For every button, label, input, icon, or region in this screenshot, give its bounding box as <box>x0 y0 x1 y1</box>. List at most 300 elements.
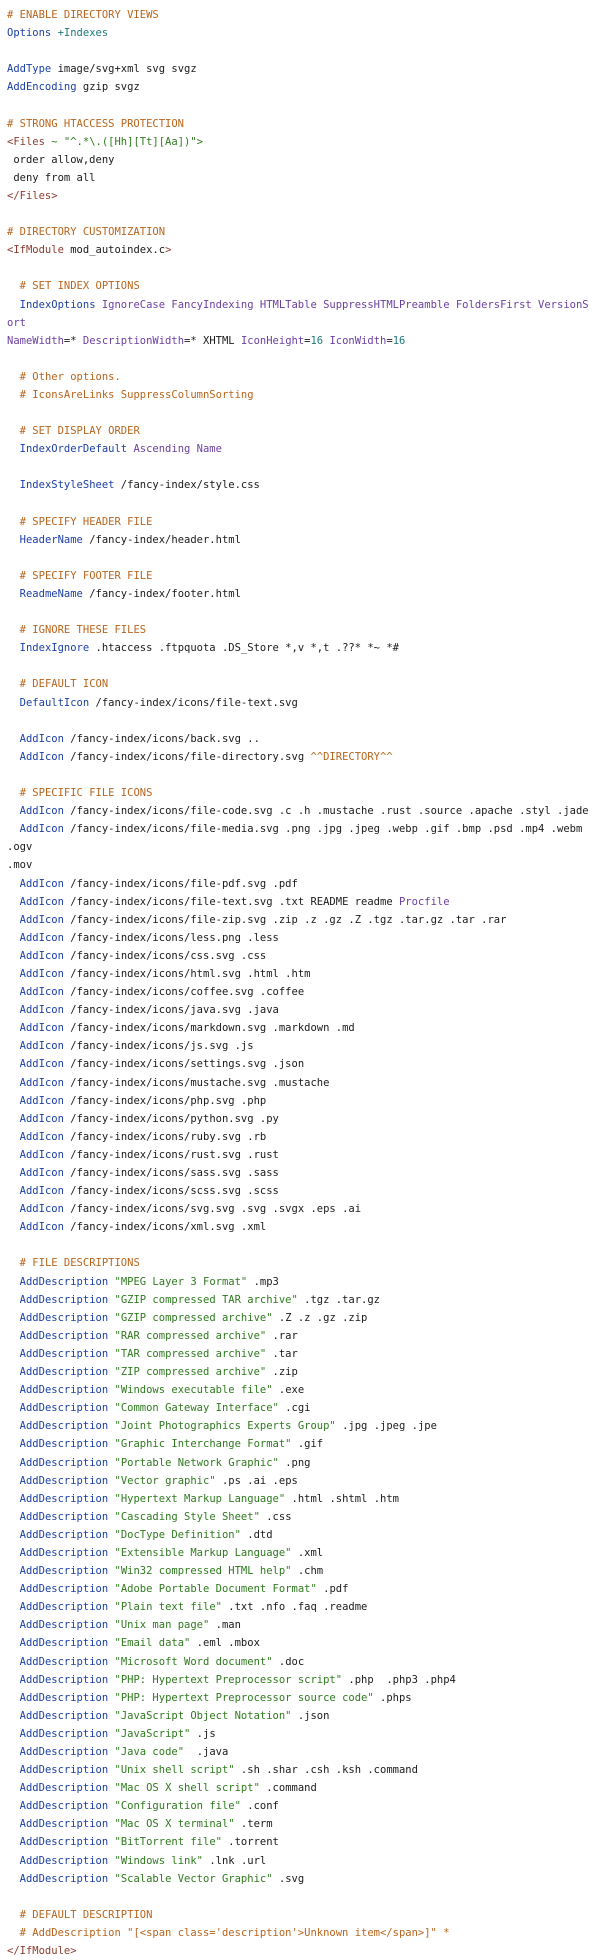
token-comment: # AddDescription "[<span class='description'>Unknown item</span>]" * <box>19 1926 450 1939</box>
token-directive: AddDescription <box>19 1818 109 1831</box>
token-comment: # IGNORE THESE FILES <box>19 624 147 637</box>
token-text <box>7 1674 20 1686</box>
token-text <box>7 733 20 745</box>
token-string-literal: "Scalable Vector Graphic" <box>114 1872 273 1885</box>
token-directive: AddDescription <box>19 1546 109 1559</box>
token-text: .chm <box>291 1565 324 1578</box>
token-comment: # DIRECTORY CUSTOMIZATION <box>7 226 166 239</box>
token-text <box>7 1475 20 1487</box>
code-line <box>7 187 592 205</box>
token-text <box>7 1276 20 1288</box>
blank-line <box>7 549 592 567</box>
code-line <box>7 1381 592 1399</box>
token-text <box>7 1710 20 1722</box>
token-text <box>7 896 20 908</box>
token-directive: AddDescription <box>19 1402 109 1415</box>
token-directive: AddIcon <box>19 1094 64 1107</box>
token-text: .dtd <box>240 1528 273 1541</box>
code-line <box>7 133 592 151</box>
blank-line <box>7 1236 592 1254</box>
code-line <box>7 1671 592 1689</box>
token-text: .sh .shar .csh .ksh .command <box>234 1764 418 1777</box>
code-line <box>7 1490 592 1508</box>
token-text: .phps <box>373 1691 412 1704</box>
token-string-literal: "DocType Definition" <box>114 1528 241 1541</box>
token-text <box>7 1058 20 1070</box>
code-line <box>7 911 592 929</box>
code-line <box>7 1435 592 1453</box>
code-line <box>7 1291 592 1309</box>
blank-line <box>7 712 592 730</box>
token-text: order allow,deny <box>7 153 115 166</box>
code-line <box>7 60 592 78</box>
code-line <box>7 1707 592 1725</box>
token-string-literal: "Common Gateway Interface" <box>114 1402 279 1415</box>
token-text <box>7 1077 20 1089</box>
token-text <box>7 1384 20 1396</box>
code-line <box>7 1363 592 1381</box>
token-text: =* <box>63 334 83 347</box>
token-directive: DefaultIcon <box>19 696 90 709</box>
token-directive: AddDescription <box>19 1329 109 1342</box>
token-text <box>7 1873 20 1885</box>
token-directive: AddIcon <box>19 1040 64 1053</box>
token-text: /fancy-index/icons/markdown.svg .markdown .md <box>63 1022 355 1035</box>
code-line <box>7 296 592 332</box>
token-text: .css <box>259 1510 292 1523</box>
token-string-literal: "Vector graphic" <box>114 1474 216 1487</box>
code-line <box>7 856 592 874</box>
token-text: = <box>304 334 311 347</box>
token-directive: AddDescription <box>19 1655 109 1668</box>
token-text: /fancy-index/icons/xml.svg .xml <box>63 1221 267 1234</box>
token-string-literal: "Windows link" <box>114 1854 204 1867</box>
code-line <box>7 1833 592 1851</box>
code-line <box>7 1001 592 1019</box>
code-line <box>7 1200 592 1218</box>
token-text: /fancy-index/icons/file-zip.svg .zip .z .gz .Z .tgz .tar.gz .tar .rar <box>63 913 507 926</box>
token-directive: AddDescription <box>19 1275 109 1288</box>
token-directive: AddDescription <box>19 1709 109 1722</box>
blank-line <box>7 205 592 223</box>
token-keyword: NameWidth <box>7 334 64 347</box>
code-line <box>7 820 592 856</box>
code-line <box>7 1110 592 1128</box>
token-text <box>7 878 20 890</box>
code-line <box>7 1562 592 1580</box>
token-directive: AddDescription <box>19 1528 109 1541</box>
token-text <box>7 1457 20 1469</box>
token-text: /fancy-index/icons/sass.svg .sass <box>63 1167 279 1179</box>
token-text <box>7 751 20 763</box>
token-text: /fancy-index/icons/file-text.svg .txt README readme <box>63 895 399 908</box>
token-string-literal: "Unix man page" <box>114 1619 210 1632</box>
token-text <box>7 1438 20 1450</box>
token-string-literal: "Hypertext Markup Language" <box>114 1492 286 1505</box>
code-line <box>7 730 592 748</box>
token-string-literal: "Cascading Style Sheet" <box>114 1510 260 1523</box>
token-directive: AddIcon <box>19 732 64 745</box>
token-string-literal: "PHP: Hypertext Preprocessor source code" <box>114 1691 374 1704</box>
token-string-literal: "Win32 compressed HTML help" <box>114 1565 292 1578</box>
token-tag: > <box>165 244 172 257</box>
token-text <box>7 1728 20 1740</box>
token-directive: AddIcon <box>19 1130 64 1143</box>
token-directive: AddIcon <box>19 805 64 818</box>
token-string-literal: "GZIP compressed TAR archive" <box>114 1293 298 1306</box>
token-text <box>7 1836 20 1848</box>
token-directive: AddDescription <box>19 1293 109 1306</box>
token-text: /fancy-index/icons/file-media.svg .png .jpg .jpeg .webp .gif .bmp .psd .mp4 .webm .ogv <box>7 823 589 854</box>
token-text: .exe <box>272 1384 305 1397</box>
token-directive: AddDescription <box>19 1800 109 1813</box>
code-line <box>7 1616 592 1634</box>
code-line <box>7 277 592 295</box>
code-line <box>7 1906 592 1924</box>
code-line <box>7 694 592 712</box>
token-directive: AddDescription <box>19 1366 109 1379</box>
token-text: .lnk .url <box>203 1854 267 1867</box>
token-directive: AddDescription <box>19 1854 109 1867</box>
code-line <box>7 1508 592 1526</box>
token-directive: IndexIgnore <box>19 642 90 655</box>
blank-line <box>7 1888 592 1906</box>
code-line <box>7 332 592 350</box>
token-text <box>7 371 20 383</box>
token-text <box>7 642 20 654</box>
token-directive: AddDescription <box>19 1673 109 1686</box>
token-text: /fancy-index/icons/coffee.svg .coffee <box>63 986 305 999</box>
code-line <box>7 513 592 531</box>
code-line <box>7 1870 592 1888</box>
code-line <box>7 1598 592 1616</box>
code-line <box>7 1399 592 1417</box>
token-keyword: Ascending Name <box>133 443 222 456</box>
token-string-literal: "PHP: Hypertext Preprocessor script" <box>114 1673 343 1686</box>
token-text: /fancy-index/style.css <box>114 479 260 492</box>
token-text <box>7 1656 20 1668</box>
token-string-literal: "ZIP compressed archive" <box>114 1366 267 1379</box>
code-line <box>7 893 592 911</box>
token-directive: AddDescription <box>19 1619 109 1632</box>
token-string-literal: "JavaScript Object Notation" <box>114 1709 292 1722</box>
code-line <box>7 1074 592 1092</box>
token-directive: AddIcon <box>19 877 64 890</box>
code-line <box>7 1417 592 1435</box>
token-string-literal: "Plain text file" <box>114 1601 222 1614</box>
code-line <box>7 1182 592 1200</box>
token-text <box>7 389 20 401</box>
token-tag: <Files <box>7 135 45 148</box>
token-text: /fancy-index/icons/file-pdf.svg .pdf <box>63 877 298 890</box>
code-line <box>7 6 592 24</box>
code-line <box>7 1580 592 1598</box>
token-directive: ReadmeName <box>19 588 83 600</box>
token-keyword: DescriptionWidth <box>82 334 185 347</box>
token-directive: AddDescription <box>19 1420 109 1433</box>
token-text: .zip <box>266 1366 298 1379</box>
blank-line <box>7 96 592 114</box>
code-line <box>7 1526 592 1544</box>
token-text <box>7 1565 20 1577</box>
token-text <box>7 1782 20 1794</box>
code-line <box>7 1218 592 1236</box>
token-text: /fancy-index/icons/css.svg .css <box>63 949 267 962</box>
token-text: .tar <box>266 1347 298 1360</box>
token-text <box>7 1547 20 1559</box>
token-text: .doc <box>272 1655 305 1668</box>
token-text: .png <box>278 1456 311 1469</box>
token-text: deny from all <box>7 171 96 184</box>
token-text <box>7 1583 20 1595</box>
code-line <box>7 115 592 133</box>
token-text: .htaccess .ftpquota .DS_Store *,v *,t .??* *~ *# <box>89 642 399 655</box>
token-string-literal: "Joint Photographics Experts Group" <box>114 1420 336 1433</box>
token-text: /fancy-index/icons/ruby.svg .rb <box>63 1130 267 1143</box>
token-text: /fancy-index/icons/java.svg .java <box>63 1004 279 1017</box>
code-line <box>7 1725 592 1743</box>
token-directive: HeaderName <box>19 533 83 546</box>
token-text: /fancy-index/icons/file-directory.svg <box>63 750 311 763</box>
token-tag: <IfModule <box>7 244 64 257</box>
token-text: .java <box>184 1746 229 1758</box>
token-text: .js <box>190 1727 216 1740</box>
blank-line <box>7 404 592 422</box>
token-text <box>7 1909 20 1921</box>
token-text <box>7 1927 20 1939</box>
code-line <box>7 1037 592 1055</box>
token-keyword: IconWidth <box>329 334 387 347</box>
token-number: 16 <box>310 334 324 347</box>
token-text <box>7 1185 20 1197</box>
token-text: /fancy-index/icons/mustache.svg .mustache <box>63 1076 330 1089</box>
token-text: .eml .mbox <box>190 1637 260 1650</box>
token-text <box>7 678 20 690</box>
token-keyword: IgnoreCase FancyIndexing HTMLTable SuppressHTMLPreamble FoldersFirst VersionSort <box>7 298 589 329</box>
token-directive: AddType <box>7 63 52 76</box>
token-text: .html .shtml .htm <box>285 1492 399 1505</box>
token-text: /fancy-index/icons/svg.svg .svg .svgx .eps .ai <box>63 1203 362 1216</box>
token-directive: AddDescription <box>19 1637 109 1650</box>
code-line <box>7 1852 592 1870</box>
token-text: mod_autoindex.c <box>63 244 166 257</box>
code-line <box>7 585 592 603</box>
token-text: .jpg .jpeg .jpe <box>335 1420 437 1433</box>
token-text <box>7 1131 20 1143</box>
token-directive: AddIcon <box>19 1203 64 1216</box>
token-text <box>7 697 20 709</box>
token-comment: # FILE DESCRIPTIONS <box>19 1257 140 1270</box>
token-directive: IndexOrderDefault <box>19 443 128 456</box>
token-directive: AddDescription <box>19 1510 109 1523</box>
token-text <box>7 1420 20 1432</box>
blank-line <box>7 495 592 513</box>
token-text <box>7 425 20 437</box>
token-text: .svg <box>272 1872 305 1885</box>
token-directive: AddIcon <box>19 1167 64 1179</box>
token-directive: AddIcon <box>19 1004 64 1017</box>
code-line <box>7 965 592 983</box>
blank-line <box>7 259 592 277</box>
code-line <box>7 1761 592 1779</box>
code-line <box>7 1146 592 1164</box>
token-text <box>7 914 20 926</box>
token-text <box>7 516 20 528</box>
token-string-literal: "Adobe Portable Document Format" <box>114 1583 317 1596</box>
token-text <box>7 1637 20 1649</box>
token-comment: # SET DISPLAY ORDER <box>19 425 140 438</box>
token-text: .Z .z .gz .zip <box>272 1311 368 1324</box>
token-string-literal: "MPEG Layer 3 Format" <box>114 1275 248 1288</box>
token-text <box>7 1221 20 1233</box>
token-text: /fancy-index/icons/python.svg .py <box>63 1112 279 1125</box>
token-comment: # ENABLE DIRECTORY VIEWS <box>7 9 159 21</box>
code-line <box>7 1055 592 1073</box>
token-text <box>7 1167 20 1179</box>
code-line <box>7 1634 592 1652</box>
token-text <box>7 805 20 817</box>
code-line <box>7 1092 592 1110</box>
token-directive: AddIcon <box>19 1058 64 1071</box>
token-text <box>7 1692 20 1704</box>
code-line <box>7 422 592 440</box>
blank-line <box>7 603 592 621</box>
token-tag: </IfModule> <box>7 1945 77 1958</box>
token-directive: AddIcon <box>19 967 64 980</box>
token-text <box>7 1366 20 1378</box>
code-line <box>7 1815 592 1833</box>
token-directive: AddIcon <box>19 1148 64 1161</box>
blank-line <box>7 458 592 476</box>
token-text <box>7 1493 20 1505</box>
token-directive: AddDescription <box>19 1782 109 1795</box>
token-directive: AddIcon <box>19 1076 64 1089</box>
token-text: .conf <box>240 1800 279 1813</box>
token-directive: AddDescription <box>19 1384 109 1397</box>
token-directive: AddDescription <box>19 1474 109 1487</box>
token-directive: IndexOptions <box>19 298 96 311</box>
token-text <box>7 1330 20 1342</box>
token-text: =* XHTML <box>184 334 241 347</box>
token-text <box>7 1402 20 1414</box>
code-line <box>7 875 592 893</box>
code-line <box>7 1743 592 1761</box>
token-directive: AddDescription <box>19 1583 109 1596</box>
token-directive: AddIcon <box>19 949 64 962</box>
code-line <box>7 24 592 42</box>
token-text <box>7 1601 20 1613</box>
code-line <box>7 1273 592 1291</box>
token-string-literal: "Windows executable file" <box>114 1384 273 1397</box>
token-string-literal: ~ "^.*\.([Hh][Tt][Aa])"> <box>51 135 203 148</box>
code-line <box>7 983 592 1001</box>
token-text: /fancy-index/icons/rust.svg .rust <box>63 1148 279 1161</box>
token-string-literal: "Mac OS X terminal" <box>114 1818 235 1831</box>
token-comment: # SPECIFY FOOTER FILE <box>19 569 153 582</box>
code-line <box>7 1472 592 1490</box>
token-text <box>7 1348 20 1360</box>
token-text <box>7 823 20 835</box>
token-string-literal: "Unix shell script" <box>114 1764 235 1777</box>
code-line <box>7 386 592 404</box>
token-comment: # DEFAULT DESCRIPTION <box>19 1908 153 1921</box>
code-line <box>7 1019 592 1037</box>
token-text: .ps .ai .eps <box>215 1474 298 1487</box>
token-text <box>7 1619 20 1631</box>
token-string-literal: "Graphic Interchange Format" <box>114 1438 292 1451</box>
token-text <box>7 950 20 962</box>
token-string-literal: "Java code" <box>114 1746 185 1758</box>
token-text <box>7 1294 20 1306</box>
code-line <box>7 802 592 820</box>
token-string-literal: "RAR compressed archive" <box>114 1329 267 1342</box>
token-tag: </Files> <box>7 189 58 202</box>
blank-line <box>7 42 592 60</box>
token-directive: AddDescription <box>19 1311 109 1324</box>
token-text: .php .php3 .php4 <box>342 1673 456 1686</box>
token-text: .xml <box>291 1546 324 1559</box>
code-line <box>7 1689 592 1707</box>
token-directive: AddIcon <box>19 895 64 908</box>
token-text: .gif <box>291 1438 324 1451</box>
token-number: +Indexes <box>57 27 109 40</box>
code-line <box>7 169 592 187</box>
token-text: image/svg+xml svg svgz <box>51 63 197 76</box>
token-text <box>7 1511 20 1523</box>
token-text <box>7 1040 20 1052</box>
token-text: /fancy-index/icons/file-code.svg .c .h .mustache .rust .source .apache .styl .jade <box>63 805 589 818</box>
token-text: /fancy-index/icons/file-text.svg <box>89 696 298 709</box>
blank-line <box>7 766 592 784</box>
code-line <box>7 784 592 802</box>
token-string-literal: "BitTorrent file" <box>114 1836 222 1849</box>
token-text: .term <box>234 1818 273 1831</box>
code-line <box>7 947 592 965</box>
token-text: /fancy-index/header.html <box>82 533 241 546</box>
token-text <box>7 624 20 636</box>
token-directive: Options <box>7 27 52 40</box>
token-text <box>7 280 20 292</box>
token-text <box>7 1746 20 1758</box>
token-text <box>7 1312 20 1324</box>
token-comment: # SET INDEX OPTIONS <box>19 280 140 293</box>
token-string-literal: "Portable Network Graphic" <box>114 1456 279 1469</box>
code-line <box>7 223 592 241</box>
token-text <box>7 1203 20 1215</box>
token-string-literal: "Extensible Markup Language" <box>114 1546 292 1559</box>
code-line <box>7 1309 592 1327</box>
code-line <box>7 1327 592 1345</box>
token-text <box>7 1022 20 1034</box>
code-line <box>7 1254 592 1272</box>
token-comment: # SPECIFIC FILE ICONS <box>19 787 153 800</box>
code-line <box>7 675 592 693</box>
code-line <box>7 621 592 639</box>
code-line <box>7 440 592 458</box>
code-line <box>7 1779 592 1797</box>
token-text: /fancy-index/icons/less.png .less <box>63 931 279 944</box>
token-directive: AddIcon <box>19 1221 64 1234</box>
token-directive: AddIcon <box>19 750 64 763</box>
code-line <box>7 1544 592 1562</box>
token-text <box>7 1113 20 1125</box>
token-text <box>7 1529 20 1541</box>
token-text: .txt .nfo .faq .readme <box>221 1601 368 1614</box>
token-directive: AddDescription <box>19 1601 109 1614</box>
code-line <box>7 531 592 549</box>
code-line <box>7 1128 592 1146</box>
token-text <box>7 588 20 600</box>
